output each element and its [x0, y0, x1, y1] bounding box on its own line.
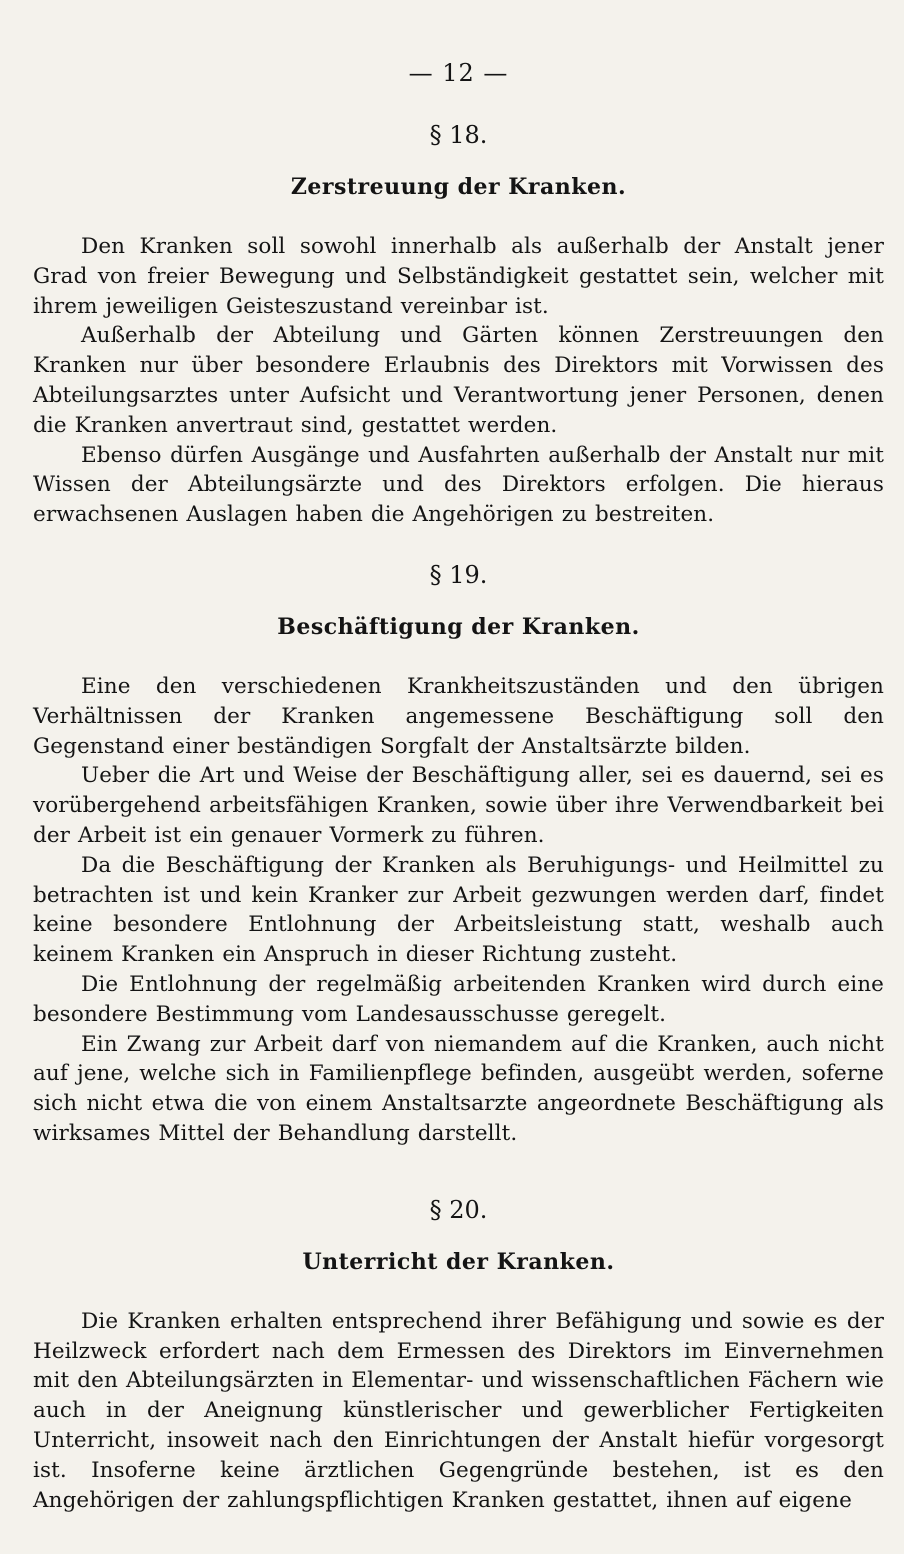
paragraph: Ein Zwang zur Arbeit darf von niemandem auf die Kranken, auch nicht auf jene, welche sich in Familienpflege befinden, ausgeübt werden, soferne sich nicht etwa die von einem Anstaltsarzte angeordnete Beschäftigung als wirksames Mittel der Behandlung darstellt. [33, 1031, 884, 1146]
section-19 [33, 558, 884, 1149]
section-title: Beschäftigung der Kranken. [277, 613, 640, 640]
page-number: — 12 — [408, 59, 509, 87]
section-number: § 19. [429, 560, 488, 589]
section-number: § 20. [429, 1195, 488, 1224]
section-title: Zerstreuung der Kranken. [290, 174, 627, 200]
paragraph: Den Kranken soll sowohl innerhalb als außerhalb der Anstalt jener Grad von freier Bewegung und Selbständigkeit gestattet sein, welcher mit ihrem jeweiligen Geisteszustand vereinbar ist. [33, 234, 884, 319]
section-title: Unterricht der Kranken. [302, 1248, 615, 1275]
paragraph: Da die Beschäftigung der Kranken als Beruhigungs- und Heilmittel zu betrachten ist und kein Kranker zur Arbeit gezwungen werden darf, findet keine besondere Entlohnung der Arbeitsleistung statt, weshalb auch keinem Kranken ein Anspruch in dieser Richtung zusteht. [33, 852, 884, 968]
paragraph: Eine den verschiedenen Krankheitszuständen und den übrigen Verhältnissen der Kranken angemessene Beschäftigung soll den Gegenstand einer beständigen Sorgfalt der Anstaltsärzte bilden. [33, 673, 884, 759]
paragraph: Ebenso dürfen Ausgänge und Ausfahrten außerhalb der Anstalt nur mit Wissen der Abteilungsärzte und des Direktors erfolgen. Die hieraus erwachsenen Auslagen haben die Angehörigen zu bestreiten. [33, 442, 884, 528]
paragraph: Ueber die Art und Weise der Beschäftigung aller, sei es dauernd, sei es vorübergehend arbeitsfähigen Kranken, sowie über ihre Verwendbarkeit bei der Arbeit ist ein genauer Vormerk zu führen. [33, 763, 884, 848]
section-20 [33, 1193, 884, 1516]
paragraph: Außerhalb der Abteilung und Gärten können Zerstreuungen den Kranken nur über besondere Erlaubnis des Direktors mit Vorwissen des Abteilungsarztes unter Aufsicht und Verantwortung jener Personen, denen die Kranken anvertraut sind, gestattet werden. [33, 323, 884, 438]
section-18 [33, 118, 884, 530]
section-number: § 18. [429, 121, 488, 149]
paragraph: Die Kranken erhalten entsprechend ihrer Befähigung und sowie es der Heilzweck erfordert nach dem Ermessen des Direktors im Einvernehmen mit den Abteilungsärzten in Elementar- und wissenschaftlichen Fächern wie auch in der Aneignung künstlerischer und gewerblicher Fertigkeiten Unterricht, insoweit nach den Einrichtungen der Anstalt hiefür vorgesorgt ist. Insoferne keine ärztlichen Gegengründe bestehen, ist es den Angehörigen der zahlungspflichtigen Kranken gestattet, ihnen auf eigene [33, 1308, 884, 1513]
paragraph: Die Entlohnung der regelmäßig arbeitenden Kranken wird durch eine besondere Bestimmung vom Landesausschusse geregelt. [33, 971, 884, 1027]
